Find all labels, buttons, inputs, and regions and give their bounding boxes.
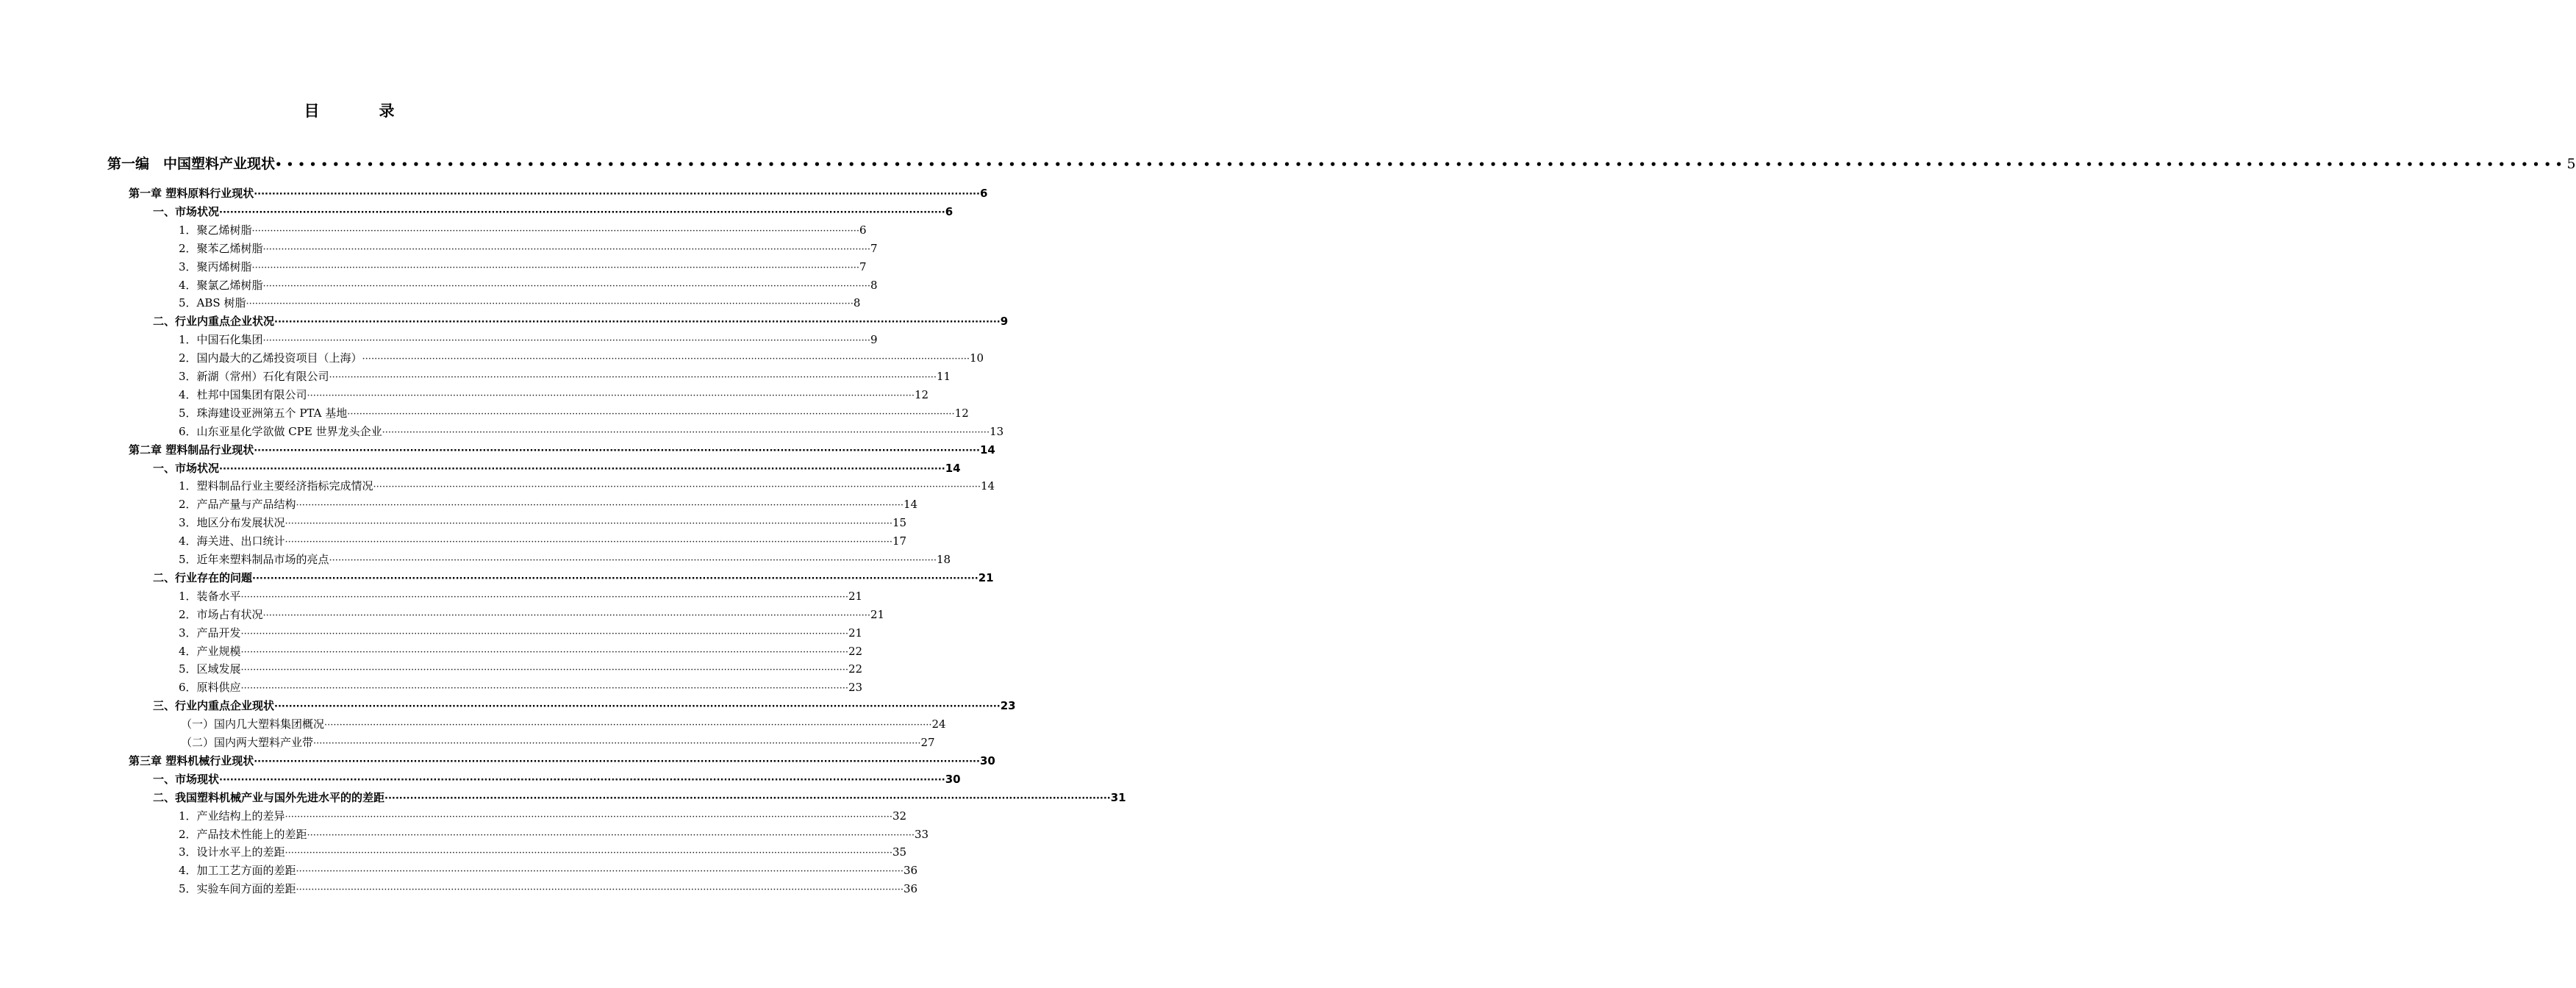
toc-page-number: 31	[1110, 790, 1126, 804]
toc-leader-dots: ········································································································································································································	[296, 884, 904, 896]
toc-item-entry[interactable]	[179, 551, 951, 568]
toc-leader-dots: ········································································································································································································	[254, 445, 980, 457]
toc-chapter-entry[interactable]	[129, 185, 988, 202]
toc-item-entry[interactable]	[179, 331, 878, 348]
toc-page-number: 5	[2566, 156, 2576, 172]
toc-page-number: 21	[978, 570, 994, 584]
toc-item-entry[interactable]	[179, 294, 861, 312]
toc-leader-dots: ········································································································································································································	[251, 262, 860, 273]
toc-page-number: 11	[937, 370, 951, 383]
toc-entry-label: 一、市场现状	[153, 772, 220, 786]
toc-entry-label: 二、行业存在的问题	[153, 570, 253, 584]
toc-chapter-entry[interactable]	[129, 441, 995, 459]
toc-page-number: 12	[954, 406, 969, 420]
toc-leader-dots: ········································································································································································································	[329, 555, 937, 566]
toc-leader-dots: ········································································································································································································	[240, 665, 849, 676]
toc-item-entry[interactable]	[179, 843, 907, 861]
toc-leader-dots: ········································································································································································································	[254, 189, 980, 200]
toc-item-entry[interactable]	[179, 368, 951, 385]
toc-leader-dots: ········································································································································································································	[262, 243, 871, 255]
toc-page-number: 33	[915, 827, 929, 841]
toc-leader-dots: ········································································································································································································	[246, 298, 854, 310]
toc-leader-dots: ········································································································································································································	[274, 701, 1001, 713]
toc-item-entry[interactable]	[179, 807, 907, 825]
toc-page-number: 7	[870, 241, 878, 255]
toc-leader-dots: ········································································································································································································	[285, 518, 893, 530]
toc-page-number: 17	[892, 534, 907, 548]
toc-entry-label: 第一章 塑料原料行业现状	[129, 187, 254, 200]
toc-leader-dots: ········································································································································································································	[296, 500, 904, 512]
toc-section-entry[interactable]	[153, 569, 994, 587]
toc-entry-label: 1．装备水平	[179, 589, 241, 603]
toc-section-entry[interactable]	[153, 770, 961, 788]
toc-leader-dots: ········································································································································································································	[285, 537, 893, 548]
toc-section-entry[interactable]	[153, 203, 954, 221]
toc-section-entry[interactable]	[153, 789, 1126, 806]
toc-leader-dots: ········································································································································································································	[262, 280, 871, 292]
toc-entry-label: 3．新湖（常州）石化有限公司	[179, 370, 329, 383]
toc-page-number: 7	[859, 259, 867, 273]
toc-item-entry[interactable]	[179, 276, 878, 294]
toc-leader-dots: ········································································································································································································	[219, 774, 945, 786]
toc-item-entry[interactable]	[179, 423, 1004, 440]
toc-item-entry[interactable]	[179, 404, 969, 422]
toc-page-number: 14	[945, 461, 961, 475]
toc-entry-label: （二）国内两大塑料产业带	[181, 736, 314, 749]
toc-entry-label: 2．聚苯乙烯树脂	[179, 241, 263, 255]
toc-leader-dots: ········································································································································································································	[382, 426, 990, 438]
toc-leader-dots: ········································································································································································································	[285, 811, 893, 823]
toc-item-entry[interactable]	[179, 660, 863, 678]
toc-item-entry[interactable]	[179, 386, 929, 404]
toc-entry-label: 1．聚乙烯树脂	[179, 223, 252, 237]
toc-leader-dots: ········································································································································································································	[262, 609, 871, 621]
toc-entry-label: 3．聚丙烯树脂	[179, 259, 252, 273]
toc-page-number: 27	[920, 736, 935, 749]
toc-leader-dots: ········································································································································································································	[274, 317, 1001, 329]
toc-item-entry[interactable]	[179, 240, 878, 257]
toc-page-number: 30	[979, 753, 995, 767]
toc-item-entry[interactable]	[179, 679, 863, 696]
toc-title: 目 录	[304, 102, 417, 120]
toc-entry-label: 1．中国石化集团	[179, 333, 263, 347]
toc-leader-dots: ••••••••••••••••••••••••••••••••••••••••••••••••••••••••••••••••••••••••••••••••••••••••••••••••••••••••••••••••••••••••••••••••••••••••••••••••••••••••••••••••••••••••••••••••••••••••••••••••••••••••	[275, 158, 2567, 171]
toc-page-number: 14	[981, 479, 995, 493]
toc-entry-label: 2．产品技术性能上的差距	[179, 827, 307, 841]
toc-page-number: 15	[892, 516, 907, 530]
toc-entry-label: 1．塑料制品行业主要经济指标完成情况	[179, 479, 373, 493]
toc-item-entry[interactable]	[179, 477, 995, 495]
toc-page-number: 14	[979, 443, 995, 457]
toc-entry-label: 4．聚氯乙烯树脂	[179, 278, 263, 292]
toc-leader-dots: ········································································································································································································	[307, 829, 915, 841]
toc-leader-dots: ········································································································································································································	[240, 628, 849, 640]
toc-entry-label: 第二章 塑料制品行业现状	[129, 443, 254, 457]
toc-entry-label: 2．产品产量与产品结构	[179, 498, 296, 512]
toc-item-entry[interactable]	[179, 826, 929, 843]
toc-page-number: 9	[870, 333, 878, 347]
toc-item-entry[interactable]	[179, 587, 863, 605]
toc-item-entry[interactable]	[179, 258, 867, 276]
toc-entry-label: 5．珠海建设亚洲第五个 PTA 基地	[179, 406, 348, 420]
toc-leader-dots: ········································································································································································································	[307, 390, 915, 401]
toc-leader-dots: ········································································································································································································	[252, 573, 978, 584]
toc-leader-dots: ········································································································································································································	[324, 720, 932, 731]
toc-entry-label: 5．区域发展	[179, 662, 241, 676]
toc-item-entry[interactable]	[179, 532, 907, 550]
toc-page-number: 21	[848, 589, 863, 603]
toc-entry-label: 第一编 中国塑料产业现状	[107, 156, 276, 172]
toc-page-number: 18	[937, 553, 951, 566]
toc-entry-label: 2．市场占有状况	[179, 607, 263, 621]
toc-page-number: 10	[970, 351, 984, 365]
toc-leader-dots: ········································································································································································································	[347, 408, 955, 420]
toc-page-number: 21	[848, 626, 863, 640]
toc-page-number: 8	[853, 296, 861, 310]
toc-page-number: 22	[848, 644, 863, 658]
toc-entry-label: 4．加工工艺方面的差距	[179, 864, 296, 878]
toc-part-entry[interactable]	[107, 153, 2576, 175]
toc-leader-dots: ········································································································································································································	[384, 792, 1111, 804]
toc-leader-dots: ········································································································································································································	[240, 683, 849, 695]
toc-leader-dots: ········································································································································································································	[313, 738, 921, 749]
toc-item-entry[interactable]	[179, 624, 863, 642]
toc-entry-label: 二、行业内重点企业状况	[153, 315, 275, 329]
toc-entry-label: 4．杜邦中国集团有限公司	[179, 387, 307, 401]
toc-page-number: 36	[904, 882, 918, 896]
toc-page-number: 9	[1000, 315, 1009, 329]
toc-item-entry[interactable]	[179, 221, 867, 239]
toc-entry-label: 3．设计水平上的差距	[179, 845, 285, 859]
toc-leader-dots: ········································································································································································································	[251, 225, 860, 237]
toc-entry-label: 4．产业规模	[179, 644, 241, 658]
toc-entry-label: 三、行业内重点企业现状	[153, 699, 275, 713]
toc-page-number: 23	[848, 681, 863, 695]
toc-page-number: 6	[979, 187, 988, 200]
toc-leader-dots: ········································································································································································································	[285, 848, 893, 859]
toc-page-number: 12	[915, 387, 929, 401]
toc-leader-dots: ········································································································································································································	[362, 354, 970, 365]
toc-section-entry[interactable]	[153, 697, 1016, 715]
toc-subsection-entry[interactable]	[181, 734, 935, 751]
toc-entry-label: 2．国内最大的乙烯投资项目（上海）	[179, 351, 362, 365]
toc-item-entry[interactable]	[179, 349, 984, 367]
toc-chapter-entry[interactable]	[129, 752, 995, 770]
toc-page-number: 32	[892, 809, 907, 823]
toc-subsection-entry[interactable]	[181, 715, 946, 733]
toc-entry-label: 3．地区分布发展状况	[179, 516, 285, 530]
toc-item-entry[interactable]	[179, 880, 918, 898]
toc-page-number: 6	[859, 223, 867, 237]
toc-item-entry[interactable]	[179, 606, 885, 623]
toc-section-entry[interactable]	[153, 312, 1009, 330]
toc-entry-label: 3．产品开发	[179, 626, 241, 640]
toc-page-number: 22	[848, 662, 863, 676]
toc-page-number: 14	[904, 498, 918, 512]
toc-leader-dots: ········································································································································································································	[296, 866, 904, 878]
toc-page-number: 8	[870, 278, 878, 292]
toc-page-number: 21	[870, 607, 885, 621]
toc-item-entry[interactable]	[179, 495, 918, 513]
toc-item-entry[interactable]	[179, 514, 907, 531]
toc-item-entry[interactable]	[179, 862, 918, 879]
toc-leader-dots: ········································································································································································································	[219, 207, 945, 218]
toc-leader-dots: ········································································································································································································	[254, 756, 980, 767]
toc-entry-label: 5．ABS 树脂	[179, 296, 246, 310]
toc-leader-dots: ········································································································································································································	[240, 646, 849, 658]
toc-page-number: 36	[904, 864, 918, 878]
toc-entry-label: 一、市场状况	[153, 461, 220, 475]
toc-entry-label: 1．产业结构上的差异	[179, 809, 285, 823]
toc-item-entry[interactable]	[179, 642, 863, 660]
toc-leader-dots: ········································································································································································································	[240, 591, 849, 603]
toc-page-number: 35	[892, 845, 907, 859]
toc-section-entry[interactable]	[153, 459, 961, 477]
toc-leader-dots: ········································································································································································································	[219, 463, 945, 475]
toc-page-number: 13	[990, 424, 1004, 438]
toc-page-number: 24	[931, 717, 946, 731]
toc-page-number: 30	[945, 772, 961, 786]
toc-entry-label: 5．实验车间方面的差距	[179, 882, 296, 896]
toc-leader-dots: ········································································································································································································	[262, 335, 871, 347]
toc-entry-label: （一）国内几大塑料集团概况	[181, 717, 325, 731]
toc-entry-label: 第三章 塑料机械行业现状	[129, 753, 254, 767]
toc-entry-label: 4．海关进、出口统计	[179, 534, 285, 548]
toc-leader-dots: ········································································································································································································	[329, 372, 937, 383]
toc-entry-label: 6．原料供应	[179, 681, 241, 695]
toc-entry-label: 6．山东亚星化学欲做 CPE 世界龙头企业	[179, 424, 382, 438]
toc-entry-label: 二、我国塑料机械产业与国外先进水平的的差距	[153, 790, 385, 804]
toc-page-number: 23	[1000, 699, 1016, 713]
toc-leader-dots: ········································································································································································································	[373, 482, 981, 493]
toc-page-number: 6	[945, 204, 954, 218]
toc-entry-label: 一、市场状况	[153, 204, 220, 218]
toc-entry-label: 5．近年来塑料制品市场的亮点	[179, 553, 329, 566]
